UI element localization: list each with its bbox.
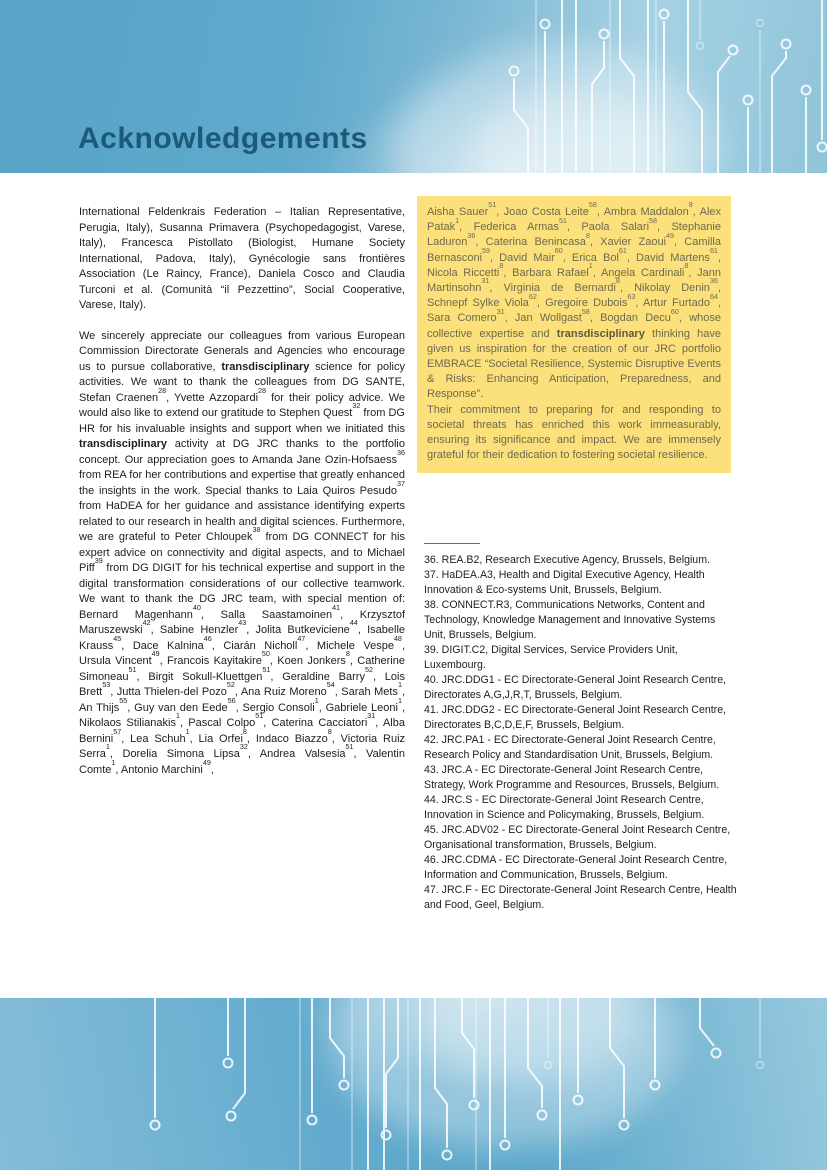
footnote-item: 46. JRC.CDMA - EC Directorate-General Joint Research Centre, Information and Communication, Brussels, Belgium. [424, 854, 728, 881]
highlight-box [417, 196, 731, 473]
footnote-separator [424, 543, 480, 544]
acknowledgement-paragraph-2: We sincerely appreciate our colleagues from various European Commission Directorate Generals and Agencies who encourage us to pursue collaborative, transdisciplinary science for policy activities. We want to thank the colleagues from DG SANTE, Stefan Craenen$^{28}$, Yvette Azzopardi$^{28}$ for their policy advice. We would also like to extend our gratitude to Stephen Quest$^{32}$ from DG HR for his invaluable insights and support when we initiated this transdisciplinary activity at DG JRC thanks to the portfolio concept. Our appreciation goes to Amanda Jane Ozin-Hofsaess$^{36}$ from REA for her contributions and expertise that greatly enhanced the insights in the work. Special thanks to Laia Quiros Pesudo$^{37}$ from HaDEA for her guidance and assistance identifying experts related to our research in health and digital sciences. Furthermore, we are grateful to Peter Chloupek$^{38}$ from DG CONNECT for his expert advice on connectivity and digital aspects, and to Michael Piff$^{39}$ from DG DIGIT for his technical expertise and support in the digital transformation considerations of our collective teamwork. We want to thank the DG JRC team, with special mention of: Bernard Magenhann$^{40}$, Salla Saastamoinen$^{41}$, Krzysztof Maruszewski$^{42}$, Sabine Henzler$^{43}$, Jolita Butkeviciene$^{44}$, Isabelle Krauss$^{45}$, Dace Kalnina$^{46}$, Ciarán Nicholl$^{47}$, Michele Vespe$^{48}$, Ursula Vincent$^{49}$, Francois Kayitakire$^{50}$, Koen Jonkers$^8$, Catherine Simoneau$^{51}$, Birgit Sokull-Kluettgen$^{51}$, Geraldine Barry$^{52}$, Lois Brett$^{53}$, Jutta Thielen-del Pozo$^{52}$, Ana Ruiz Moreno$^{54}$, Sarah Mets$^1$, An Thijs$^{55}$, Guy van den Eede$^{56}$, Sergio Consoli$^1$, Gabriele Leoni$^1$, Nikolaos Stilianakis$^1$, Pascal Colpo$^{51}$, Caterina Cacciatori$^{31}$, Alba Bernini$^{57}$, Lea Schuh$^1$, Lia Orfei$^8$, Indaco Biazzo$^8$, Victoria Ruiz Serra$^1$, Dorelia Simona Lipsa$^{32}$, Andrea Valsesia$^{51}$, Valentin Comte$^1$, Antonio Marchini$^{49}$, [79, 329, 406, 776]
footnote-item: 42. JRC.PA1 - EC Directorate-General Joint Research Centre, Research Policy and Standardisation Unit, Brussels, Belgium. [424, 734, 716, 761]
footnote-item: 37. HaDEA.A3, Health and Digital Executive Agency, Health Innovation & Eco-systems Unit, Brussels, Belgium. [424, 569, 705, 596]
footnote-item: 39. DIGIT.C2, Digital Services, Service Providers Unit, Luxembourg. [424, 644, 678, 671]
footer-band [0, 998, 827, 1170]
page-title: Acknowledgements [78, 122, 368, 155]
footnote-item: 43. JRC.A - EC Directorate-General Joint Research Centre, Strategy, Work Programme and Resources, Brussels, Belgium. [424, 764, 720, 791]
left-column [79, 205, 405, 793]
highlight-paragraph-2: Their commitment to preparing for and responding to societal threats has enriched this work immeasurably, ensuring its significance and impact. We are immensely grateful for their dedication to fostering societal resilience. [427, 403, 721, 462]
footnotes-list [424, 553, 737, 913]
footnote-item: 40. JRC.DDG1 - EC Directorate-General Joint Research Centre, Directorates A,G,J,R,T, Brussels, Belgium. [424, 674, 727, 701]
footnote-item: 47. JRC.F - EC Directorate-General Joint Research Centre, Health and Food, Geel, Belgium. [424, 884, 737, 911]
footnotes-section [424, 543, 737, 913]
footnote-item: 41. JRC.DDG2 - EC Directorate-General Joint Research Centre, Directorates B,C,D,E,F, Brussels, Belgium. [424, 704, 727, 731]
footer-circuit-graphic [0, 998, 827, 1170]
header-band [0, 0, 827, 173]
footnote-item: 44. JRC.S - EC Directorate-General Joint Research Centre, Innovation in Science and Policymaking, Brussels, Belgium. [424, 794, 705, 821]
highlight-paragraph-1: Aisha Sauer$^{51}$, Joao Costa Leite$^{58}$, Ambra Maddalon$^8$, Alex Patak$^1$, Federica Armas$^{51}$, Paola Salari$^{58}$, Stephanie Laduron$^{36}$, Caterina Benincasa$^8$, Xavier Zaoui$^{49}$, Camilla Bernasconi$^{59}$, David Mair$^{60}$, Erica Bol$^{61}$, David Martens$^{61}$, Nicola Riccetti$^8$, Barbara Rafael$^1$, Angela Cardinali$^8$, Jann Martinsohn$^{31}$, Virginia de Bernardi$^8$, Nikolay Denin$^{36}$, Schnepf Sylke Viola$^{62}$, Gregoire Dubois$^{63}$, Artur Furtado$^{64}$, Sara Comero$^{31}$, Jan Wollgast$^{58}$, Bogdan Decu$^{60}$, whose collective expertise and transdisciplinary thinking have given us inspiration for the creation of our JRC portfolio EMBRACE “Societal Resilience, Systemic Disruptive Events & Risks: Enhancing Anticipation, Preparedness, and Response”. [427, 200, 722, 401]
footnote-item: 38. CONNECT.R3, Communications Networks, Content and Technology, Knowledge Management and Innovative Systems Unit, Brussels, Belgium. [424, 599, 716, 641]
footnote-item: 45. JRC.ADV02 - EC Directorate-General Joint Research Centre, Organisational transformation, Brussels, Belgium. [424, 824, 731, 851]
acknowledgement-paragraph-1: International Feldenkrais Federation – Italian Representative, Perugia, Italy), Susanna Primavera (Psychopedagogist, Varese, Italy), Francesca Pistollato (Biologist, Humane Society International, Padova, Italy), Gynécologie sans frontières Association (Le Raincy, France), Daniela Cosco and Claudia Turconi et al. (Comunità “il Pezzettino”, Social Cooperative, Varese, Italy). [79, 206, 405, 311]
footnote-item: 36. REA.B2, Research Executive Agency, Brussels, Belgium. [424, 554, 710, 566]
